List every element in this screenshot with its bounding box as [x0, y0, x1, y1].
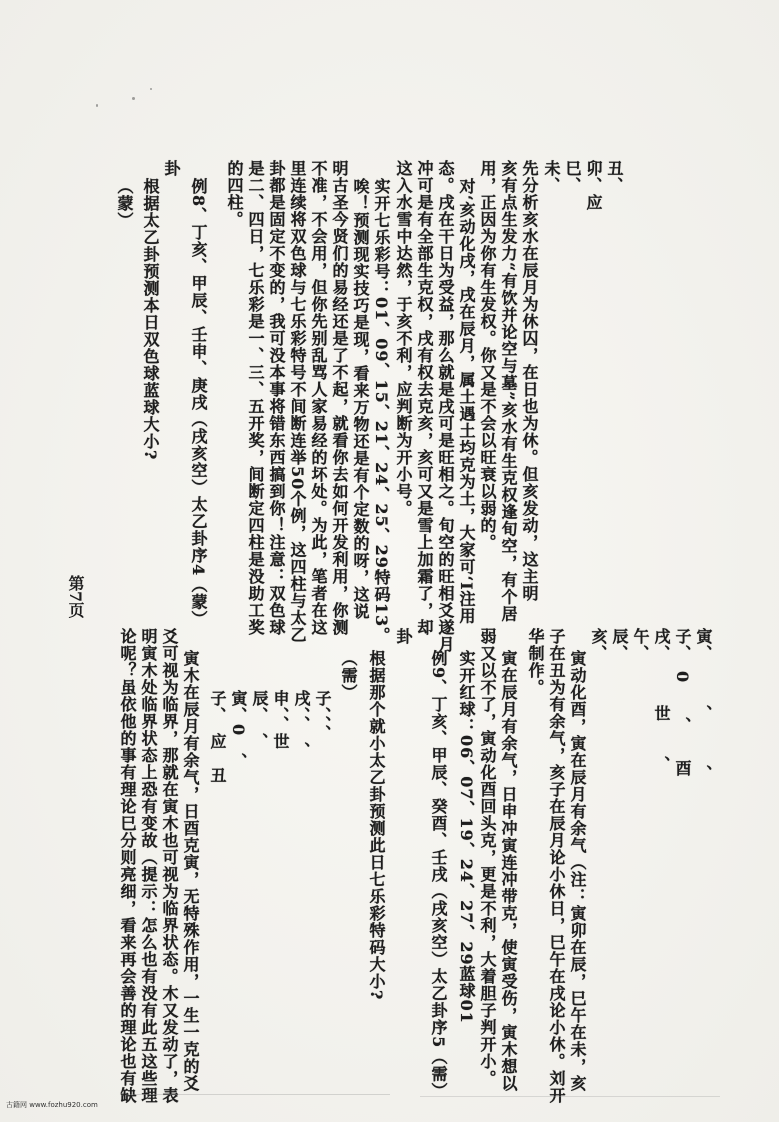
hexagram-line: 寅、 、 、	[694, 628, 713, 782]
text-column: 冲可是有全部生克权，戌有权去克亥，亥可又是雪上加霜了，却	[415, 160, 434, 636]
example-heading: 例8、丁亥、甲辰、壬申、庚戌（戌亥空）太乙卦序4（蒙）	[189, 178, 208, 628]
hexagram-line: 寅、0 、	[229, 690, 248, 771]
text-column: 里连续将双色球与七乐彩特号不间断连举50个例，这四柱与太乙	[288, 160, 307, 644]
text-column: 寅木在辰月有余气，日酉克寅，无特殊作用，一生一克的爻	[181, 650, 200, 1092]
scan-speck	[132, 97, 135, 100]
text-column: 巳、	[563, 160, 582, 194]
hexagram-line: 亥、	[589, 628, 608, 662]
text-column: 子在丑为有余气，亥子在辰月论小休日，巳午在戌论小休。刘开	[547, 628, 566, 1104]
scan-speck	[150, 88, 152, 90]
text-column: 卯、应	[584, 160, 603, 211]
text-column: 用，正因为你有生发权。你又是不会以旺衰以弱的。	[478, 160, 497, 551]
text-column: 实开红球：06、07、19、24、27、29蓝球01	[457, 650, 476, 1024]
question-line: 根据那个就小太乙卦预测此日七乐彩特码大小?	[367, 650, 386, 1001]
text-column: 华制作。	[526, 628, 545, 696]
text-column: 对‘亥动化戌，戌在辰月，属土遇土均克为土，大家可‘I注用	[457, 178, 476, 625]
text-column: 这入水雪中达然，于亥不利，应判断为开小号。	[394, 160, 413, 517]
hexagram-line: 戌、 世 、	[652, 628, 671, 773]
hexagram-line: 辰、	[610, 628, 629, 662]
example-heading: 例9、丁亥、甲辰、癸酉、壬戌（戌亥空）太乙卦序5（需）	[429, 650, 448, 1100]
text-column: 亥有点生发力“有饮并论空与墓”亥水有生克权逢旬空，有个居	[499, 160, 518, 623]
hexagram-line: 辰、 、	[250, 690, 269, 750]
gua-label: 卦	[162, 160, 181, 177]
text-column: 论呢？虽依他的事有理论巳分则亮细，看来再会善的理论也有缺	[118, 628, 137, 1104]
text-column: 丑、	[605, 160, 624, 194]
text-column: 是二、四日，七乐彩是一、三、五开奖，间断定四柱是没助工奖	[246, 160, 265, 636]
gua-name: （需）	[339, 650, 358, 701]
scan-edge-line	[130, 1094, 390, 1095]
text-column: 寅动化酉，寅在辰月有余气（注：寅卯在辰，巳午在未，亥	[568, 650, 587, 1092]
hexagram-line: 子、 应 丑	[208, 690, 227, 784]
question-line: 根据太乙卦预测本日双色球蓝球大小?	[141, 178, 160, 461]
text-column: 明寅木处临界状态上恐有变故（提示：怎么也有没有此五这些理	[139, 628, 158, 1104]
text-column: 唉！预测现实技巧是现，看来万物还是有个定数的呀，这说	[351, 178, 370, 620]
footer-watermark: 古籍网 www.fozhu920.com	[6, 1101, 98, 1109]
page-number: 第7页	[66, 575, 85, 619]
text-column: 弱又以不了，寅动化酉回头克，更是不利，大着胆子判开小。	[478, 628, 497, 1087]
hexagram-line: 子、 0 、 酉	[673, 628, 692, 778]
text-column: 先分析亥水在辰月为休囚，在日也为休。但亥发动，这主明	[520, 160, 539, 602]
hexagram-line: 午、	[631, 628, 650, 662]
text-column: 明古圣今贤们的易经还是了不起，就看你去如何开发利用，你测	[330, 160, 349, 636]
scan-edge-line	[420, 1096, 720, 1097]
scan-speck	[96, 104, 98, 107]
gua-name: （蒙）	[115, 178, 134, 229]
hexagram-line: 申、、世	[271, 690, 290, 750]
text-column: 实开七乐彩号：01、09、15、21、24、25、29特码13。	[372, 178, 391, 645]
text-column: 未、	[542, 160, 561, 194]
text-column: 不准，不会用，但你先别乱骂人家易经的坏处。为此，笔者在这	[309, 160, 328, 636]
hexagram-line: 子、、、	[313, 690, 332, 742]
gua-label: 卦	[394, 628, 413, 645]
text-column: 态。戌在干日为受益，那么就是戌可是旺相之。旬空的旺相爻遂月	[436, 160, 455, 653]
text-column: 卦都是固定不变的，我可没本事将错东西搞到你！注意：双色球	[267, 160, 286, 636]
hexagram-line: 戌、、 、	[292, 690, 311, 759]
text-column: 的四柱。	[225, 160, 244, 228]
text-column: 爻可视为临界，那就在寅木也可视为临界状态。木又发动了，表	[160, 628, 179, 1104]
text-column: 寅在辰月有余气，日申冲寅连冲带克，使寅受伤，寅木想以	[499, 650, 518, 1092]
